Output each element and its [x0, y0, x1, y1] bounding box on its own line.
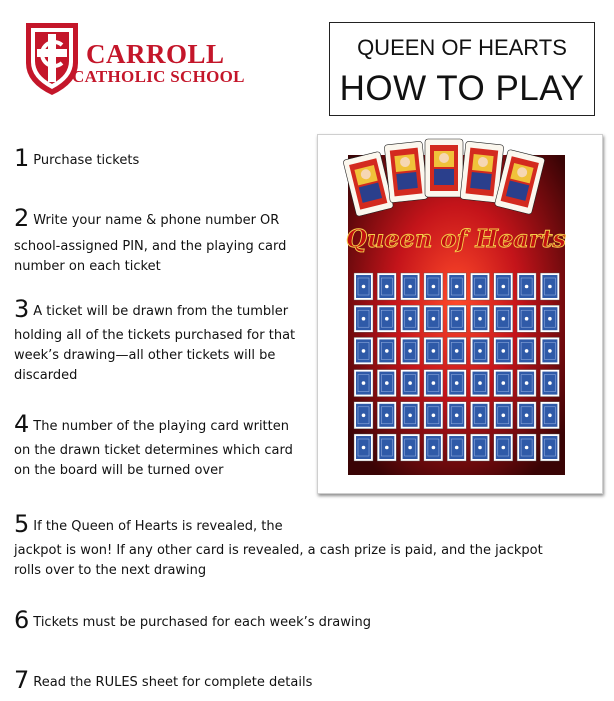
- card-back: [424, 402, 443, 429]
- card-back: [401, 370, 420, 397]
- card-back: [354, 370, 373, 397]
- card-back: [471, 337, 490, 364]
- board-banner: Queen of Hearts: [345, 224, 567, 253]
- card-back: [471, 370, 490, 397]
- card-back: [517, 402, 536, 429]
- card-back: [447, 305, 466, 332]
- step-number: 2: [14, 204, 30, 232]
- step-5: [14, 512, 543, 581]
- card-back: [471, 434, 490, 461]
- step-3: [14, 297, 295, 386]
- card-back: [401, 434, 420, 461]
- game-board-photo: [317, 134, 603, 494]
- card-back: [494, 370, 513, 397]
- card-back: [540, 370, 559, 397]
- card-back: [354, 337, 373, 364]
- card-back: [494, 273, 513, 300]
- card-back: [471, 305, 490, 332]
- card-back: [517, 434, 536, 461]
- card-back: [447, 337, 466, 364]
- card-back: [540, 402, 559, 429]
- card-back: [354, 273, 373, 300]
- card-back: [540, 305, 559, 332]
- step-number: 5: [14, 510, 30, 538]
- game-board-image: [318, 135, 602, 493]
- logo-name: CARROLL: [86, 39, 225, 69]
- card-back: [517, 305, 536, 332]
- step-text: Write your name & phone number OR: [33, 213, 280, 228]
- step-number: 1: [14, 144, 30, 172]
- queen-card: [384, 141, 428, 203]
- step-text: week’s drawing—all other tickets will be: [14, 348, 276, 363]
- card-back: [494, 337, 513, 364]
- card-back: [401, 402, 420, 429]
- step-text: Tickets must be purchased for each week’s drawing: [33, 615, 371, 630]
- step-text: Purchase tickets: [33, 153, 140, 168]
- step-7: [14, 668, 312, 693]
- card-back: [540, 337, 559, 364]
- card-back: [494, 402, 513, 429]
- card-back: [447, 273, 466, 300]
- logo-subtitle: CATHOLIC SCHOOL: [72, 67, 245, 86]
- step-text: school-assigned PIN, and the playing card: [14, 239, 287, 254]
- step-number: 7: [14, 666, 30, 694]
- step-text: rolls over to the next drawing: [14, 563, 207, 578]
- step-1: [14, 146, 139, 171]
- card-back: [354, 402, 373, 429]
- step-number: 3: [14, 295, 30, 323]
- step-text: number on each ticket: [14, 259, 161, 274]
- card-back: [424, 273, 443, 300]
- step-text: Read the RULES sheet for complete details: [33, 675, 313, 690]
- step-text: If the Queen of Hearts is revealed, the: [33, 519, 283, 534]
- step-number: 6: [14, 606, 30, 634]
- card-back: [377, 273, 396, 300]
- card-back: [401, 273, 420, 300]
- step-text: A ticket will be drawn from the tumbler: [33, 304, 289, 319]
- card-back: [377, 370, 396, 397]
- card-back: [424, 434, 443, 461]
- step-2: [14, 206, 286, 277]
- step-4: [14, 412, 293, 481]
- card-back: [471, 273, 490, 300]
- step-text: jackpot is won! If any other card is revealed, a cash prize is paid, and the jackpot: [14, 543, 543, 558]
- card-back: [377, 434, 396, 461]
- card-back: [377, 402, 396, 429]
- step-text: discarded: [14, 368, 78, 383]
- card-back: [494, 305, 513, 332]
- queen-card: [425, 139, 463, 197]
- card-back: [424, 337, 443, 364]
- step-text: on the board will be turned over: [14, 463, 224, 478]
- card-back: [540, 434, 559, 461]
- step-text: on the drawn ticket determines which card: [14, 443, 293, 458]
- card-back: [447, 370, 466, 397]
- card-back: [401, 337, 420, 364]
- card-back: [471, 402, 490, 429]
- card-back: [377, 305, 396, 332]
- card-back: [424, 305, 443, 332]
- title-line-2: HOW TO PLAY: [339, 69, 585, 108]
- step-text: holding all of the tickets purchased for that: [14, 328, 296, 343]
- card-back: [494, 434, 513, 461]
- title-box: [329, 22, 595, 116]
- card-back: [424, 370, 443, 397]
- card-back: [401, 305, 420, 332]
- card-back: [517, 273, 536, 300]
- card-back: [447, 434, 466, 461]
- card-back: [377, 337, 396, 364]
- title-line-1: QUEEN OF HEARTS: [357, 35, 567, 60]
- card-back: [540, 273, 559, 300]
- step-text: The number of the playing card written: [33, 419, 289, 434]
- card-back: [517, 337, 536, 364]
- step-number: 4: [14, 410, 30, 438]
- card-back: [447, 402, 466, 429]
- card-back: [517, 370, 536, 397]
- card-back: [354, 434, 373, 461]
- step-6: [14, 608, 371, 633]
- card-back: [354, 305, 373, 332]
